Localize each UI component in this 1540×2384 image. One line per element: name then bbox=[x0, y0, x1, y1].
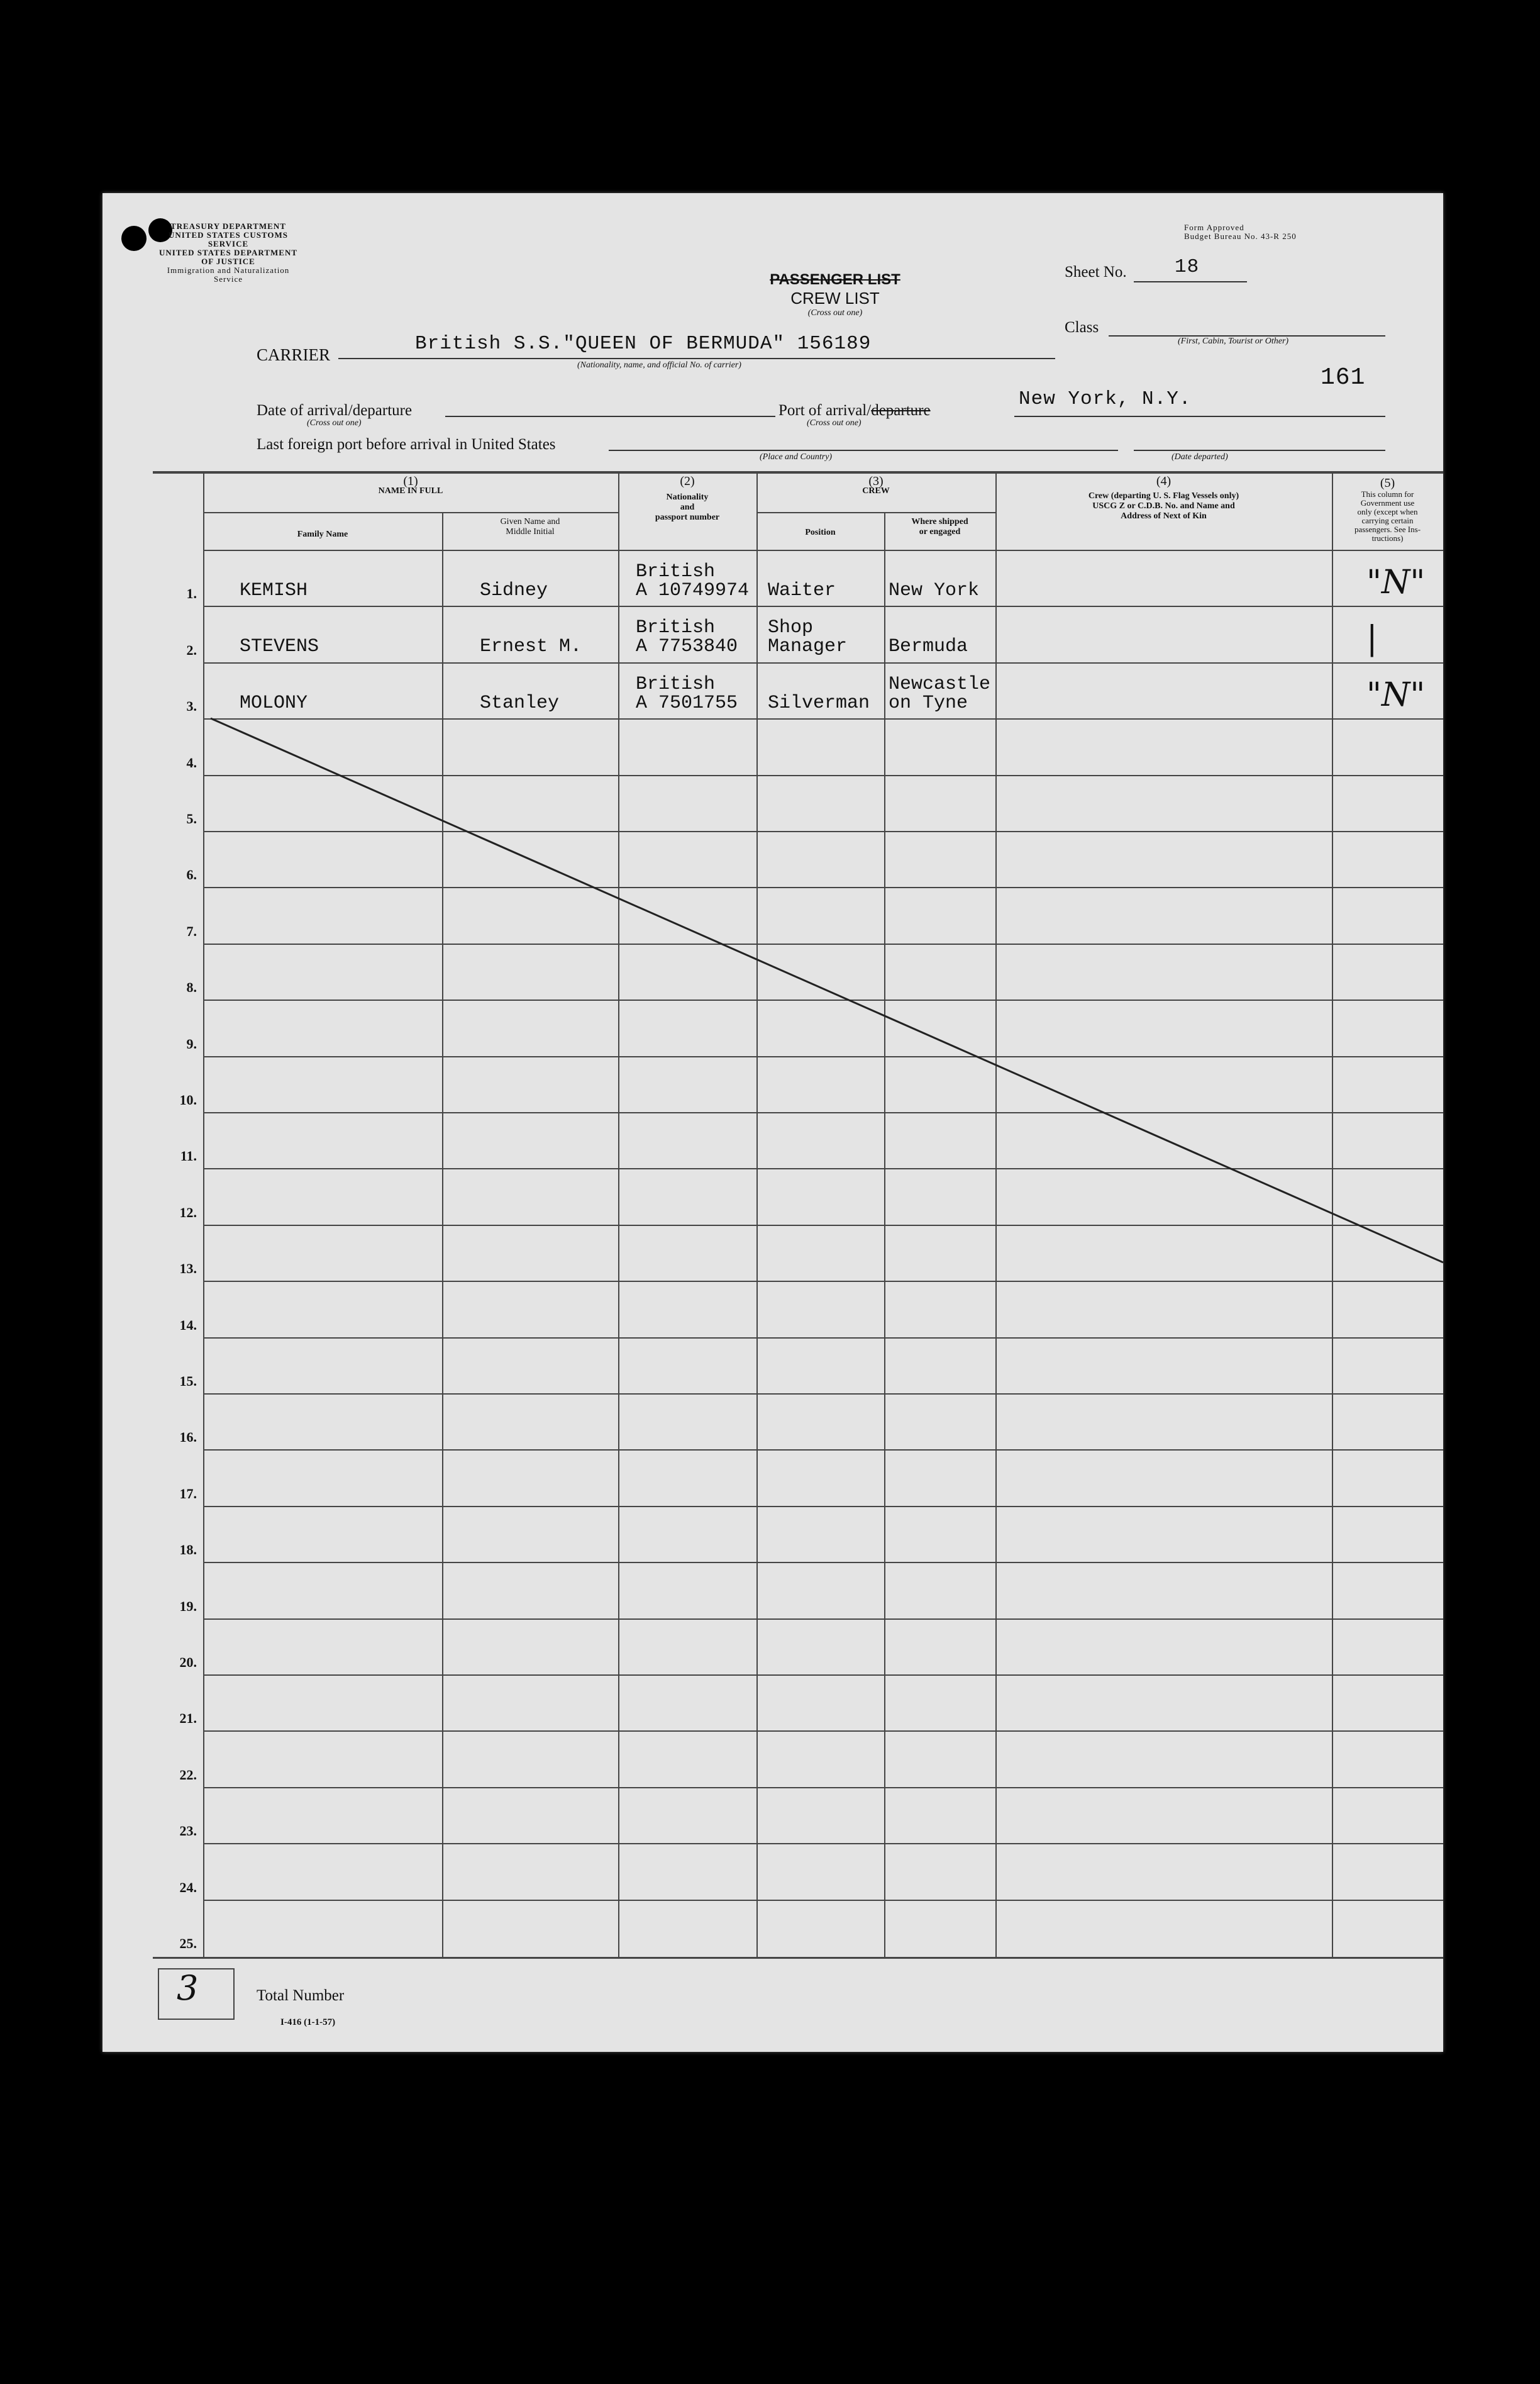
col5-title-line: This column for bbox=[1361, 489, 1414, 499]
nationality-passport: A 7753840 bbox=[636, 636, 738, 658]
col2-title-line: Nationality bbox=[666, 493, 709, 502]
shipped-at: New York bbox=[889, 580, 980, 601]
nationality-passport: A 10749974 bbox=[636, 580, 750, 601]
government-mark: | bbox=[1366, 620, 1378, 658]
col3-title: CREW bbox=[862, 486, 890, 496]
row-number: 24. bbox=[179, 1879, 197, 1895]
shipped-header-line: or engaged bbox=[919, 527, 961, 537]
col5-number: (5) bbox=[1380, 476, 1395, 490]
crew-position: Silverman bbox=[768, 692, 870, 714]
agency-line: TREASURY DEPARTMENT bbox=[170, 221, 286, 231]
row-number: 6. bbox=[186, 867, 197, 883]
row-number: 1. bbox=[186, 586, 197, 602]
row-number: 12. bbox=[179, 1204, 197, 1220]
col5-title-line: Government use bbox=[1360, 498, 1415, 508]
row-number: 16. bbox=[179, 1429, 197, 1445]
row-number: 23. bbox=[179, 1823, 197, 1839]
place-note: (Place and Country) bbox=[760, 452, 833, 462]
row-number: 14. bbox=[179, 1317, 197, 1333]
form-code: I-416 (1-1-57) bbox=[280, 2017, 336, 2027]
row-number: 11. bbox=[180, 1148, 197, 1164]
nationality-passport: British bbox=[636, 673, 716, 695]
col1-number: (1) bbox=[403, 474, 418, 488]
carrier-value: British S.S."QUEEN OF BERMUDA" 156189 bbox=[415, 333, 872, 355]
list-type-note: (Cross out one) bbox=[807, 308, 863, 318]
row-number: 13. bbox=[179, 1261, 197, 1277]
sheet-label: Sheet No. bbox=[1065, 264, 1127, 281]
given-name: Stanley bbox=[480, 692, 560, 714]
crew-position: Manager bbox=[768, 636, 848, 658]
form-approved-line: Budget Bureau No. 43-R 250 bbox=[1184, 231, 1297, 241]
row-number: 8. bbox=[186, 979, 197, 996]
row-number: 25. bbox=[179, 1936, 197, 1951]
col4-title-line: Address of Next of Kin bbox=[1121, 511, 1207, 521]
crew-list-title: CREW LIST bbox=[790, 289, 880, 308]
col5-title-line: passengers. See Ins- bbox=[1354, 525, 1421, 534]
agency-line: UNITED STATES DEPARTMENT OF JUSTICE bbox=[158, 248, 298, 266]
row-number: 21. bbox=[179, 1710, 197, 1727]
col2-number: (2) bbox=[680, 474, 695, 488]
page-number: 161 bbox=[1321, 364, 1366, 391]
row-number: 2. bbox=[186, 642, 197, 658]
given-header-line: Middle Initial bbox=[506, 527, 555, 537]
col1-title: NAME IN FULL bbox=[378, 486, 443, 496]
row-number: 7. bbox=[186, 923, 197, 939]
col5-title-line: carrying certain bbox=[1361, 516, 1414, 525]
family-name-header: Family Name bbox=[297, 530, 348, 539]
row-number: 15. bbox=[179, 1373, 197, 1389]
date-label: Date of arrival/departure bbox=[257, 402, 413, 419]
total-label: Total Number bbox=[257, 1987, 345, 2004]
row-number: 9. bbox=[186, 1035, 197, 1052]
government-mark: "N" bbox=[1366, 564, 1426, 601]
shipped-at: Newcastle bbox=[889, 673, 991, 695]
row-number: 18. bbox=[179, 1542, 197, 1558]
port-label-crossed: departure bbox=[871, 402, 931, 419]
row-number: 17. bbox=[179, 1485, 197, 1501]
family-name: STEVENS bbox=[240, 636, 319, 658]
shipped-at: Bermuda bbox=[889, 636, 968, 658]
crew-position: Waiter bbox=[768, 580, 836, 601]
position-header: Position bbox=[805, 528, 836, 537]
nationality-passport: British bbox=[636, 617, 716, 639]
sheet-number: 18 bbox=[1175, 256, 1200, 278]
last-port-label: Last foreign port before arrival in United States bbox=[257, 436, 556, 453]
col2-title-line: passport number bbox=[655, 513, 720, 522]
col3-number: (3) bbox=[868, 474, 884, 488]
col4-number: (4) bbox=[1156, 474, 1172, 488]
agency-line: Immigration and Naturalization Service bbox=[167, 265, 290, 284]
family-name: MOLONY bbox=[240, 692, 308, 714]
col5-title-line: only (except when bbox=[1357, 507, 1418, 516]
diagonal-strike-line bbox=[102, 193, 1443, 2052]
row-number: 5. bbox=[186, 811, 197, 827]
given-name: Ernest M. bbox=[480, 636, 582, 658]
class-note: (First, Cabin, Tourist or Other) bbox=[1178, 337, 1289, 346]
passenger-list-crossed: PASSENGER LIST bbox=[770, 271, 900, 288]
date-note: (Cross out one) bbox=[307, 418, 362, 428]
shipped-header-line: Where shipped bbox=[911, 517, 968, 526]
carrier-note: (Nationality, name, and official No. of carrier) bbox=[577, 360, 741, 370]
row-number: 3. bbox=[186, 698, 197, 715]
col2-title-line: and bbox=[680, 503, 695, 512]
port-label-prefix: Port of arrival/ bbox=[778, 402, 872, 419]
date-departed-note: (Date departed) bbox=[1172, 452, 1228, 462]
row-number: 19. bbox=[179, 1598, 197, 1614]
government-mark: "N" bbox=[1366, 676, 1426, 714]
class-label: Class bbox=[1065, 319, 1099, 336]
family-name: KEMISH bbox=[240, 580, 308, 601]
col4-title-line: Crew (departing U. S. Flag Vessels only) bbox=[1088, 491, 1239, 501]
total-value: 3 bbox=[177, 1968, 199, 2008]
port-value: New York, N.Y. bbox=[1019, 388, 1192, 410]
form-approved-line: Form Approved bbox=[1184, 223, 1244, 232]
crew-position: Shop bbox=[768, 617, 814, 639]
carrier-label: CARRIER bbox=[257, 345, 331, 364]
agency-line: UNITED STATES CUSTOMS SERVICE bbox=[168, 230, 289, 248]
shipped-at: on Tyne bbox=[889, 692, 968, 714]
nationality-passport: A 7501755 bbox=[636, 692, 738, 714]
row-number: 20. bbox=[179, 1654, 197, 1670]
col5-title-line: tructions) bbox=[1371, 533, 1404, 543]
row-number: 4. bbox=[186, 754, 197, 771]
port-note: (Cross out one) bbox=[807, 418, 861, 428]
given-header-line: Given Name and bbox=[500, 517, 560, 526]
given-name: Sidney bbox=[480, 580, 548, 601]
row-number: 10. bbox=[179, 1092, 197, 1108]
crew-list-form bbox=[102, 193, 1443, 2052]
row-number: 22. bbox=[179, 1766, 197, 1783]
nationality-passport: British bbox=[636, 561, 716, 582]
col4-title-line: USCG Z or C.D.B. No. and Name and bbox=[1092, 501, 1235, 511]
